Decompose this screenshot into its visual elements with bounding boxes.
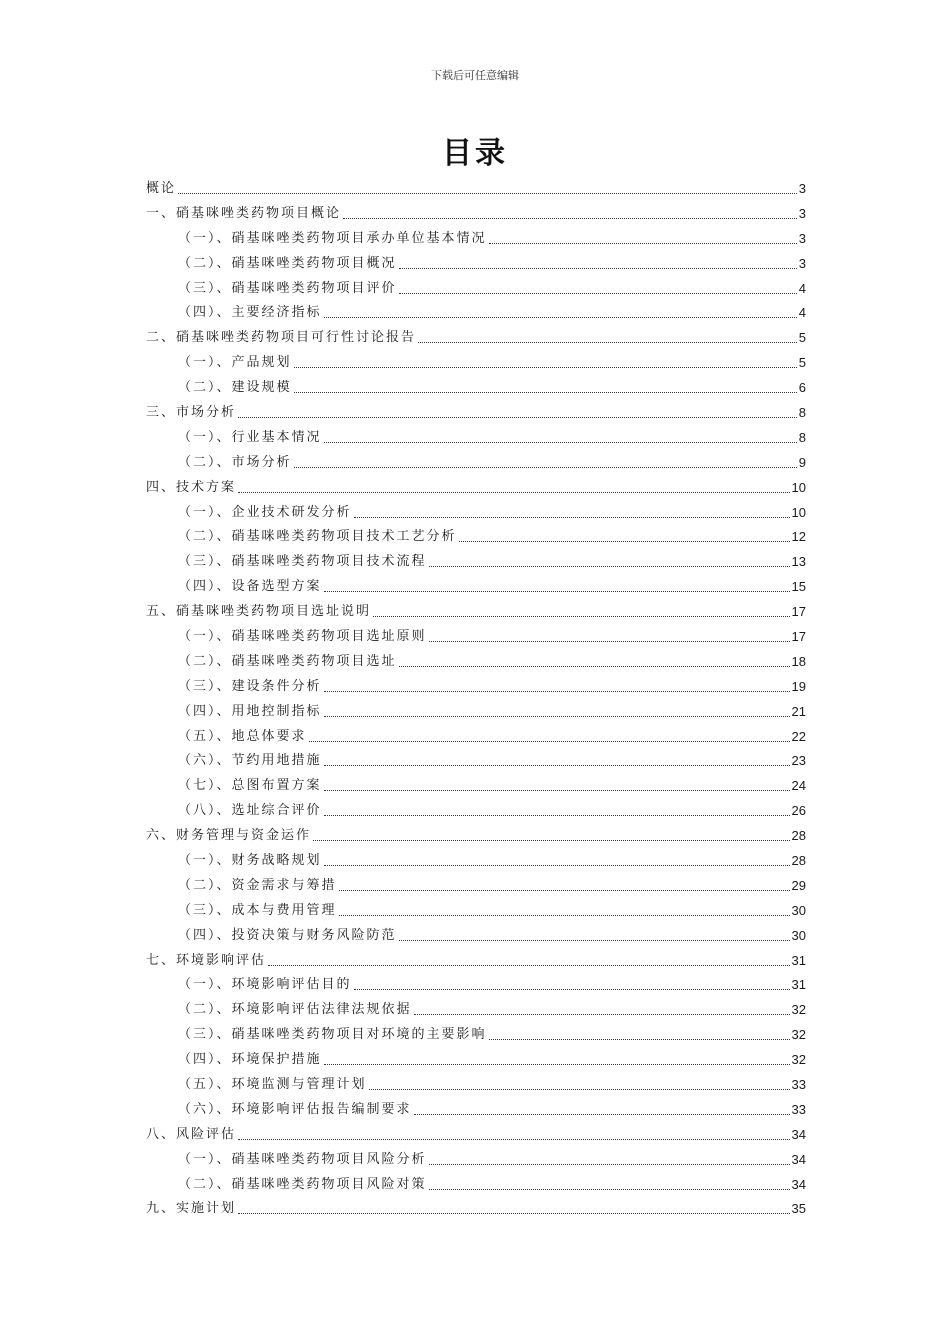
- toc-page-number: 8: [798, 429, 806, 445]
- toc-entry-label: （一）、产品规划: [178, 355, 292, 371]
- toc-page-number: 31: [791, 977, 806, 993]
- toc-dot-leader: [238, 416, 797, 418]
- toc-page-number: 6: [798, 380, 806, 396]
- toc-subentry[interactable]: [146, 624, 806, 649]
- toc-dot-leader: [313, 839, 790, 841]
- toc-entry-label: （七）、总图布置方案: [178, 778, 322, 794]
- toc-dot-leader: [459, 540, 790, 542]
- toc-dot-leader: [354, 988, 790, 990]
- toc-subentry[interactable]: [146, 350, 806, 375]
- toc-entry-label: 四、技术方案: [146, 479, 237, 495]
- toc-entry-label: 七、环境影响评估: [146, 952, 267, 968]
- toc-dot-leader: [339, 914, 790, 916]
- toc-dot-leader: [324, 789, 790, 791]
- toc-entry-label: （四）、环境保护措施: [178, 1052, 322, 1068]
- toc-subentry[interactable]: [146, 674, 806, 699]
- toc-dot-leader: [238, 1212, 790, 1214]
- toc-page-number: 5: [798, 355, 806, 371]
- toc-dot-leader: [294, 391, 797, 393]
- toc-entry-label: 五、硝基咪唑类药物项目选址说明: [146, 604, 372, 620]
- toc-page-number: 31: [791, 952, 806, 968]
- toc-entry-label: （二）、硝基咪唑类药物项目概况: [178, 255, 397, 271]
- toc-entry-label: 一、硝基咪唑类药物项目概论: [146, 205, 342, 221]
- toc-page-number: 3: [798, 230, 806, 246]
- toc-dot-leader: [294, 466, 797, 468]
- toc-page-number: 19: [791, 678, 806, 694]
- toc-page-number: 24: [791, 778, 806, 794]
- toc-entry-label: 八、风险评估: [146, 1126, 237, 1142]
- toc-entry-label: （二）、硝基咪唑类药物项目选址: [178, 653, 397, 669]
- toc-page-number: 29: [791, 877, 806, 893]
- toc-subentry[interactable]: [146, 251, 806, 276]
- page-header: 下载后可任意编辑: [431, 69, 519, 82]
- toc-entry-label: （三）、建设条件分析: [178, 678, 322, 694]
- toc-dot-leader: [429, 1188, 790, 1190]
- toc-dot-leader: [324, 814, 790, 816]
- toc-dot-leader: [489, 242, 797, 244]
- toc-page-number: 3: [798, 255, 806, 271]
- toc-entry-label: （六）、节约用地措施: [178, 753, 322, 769]
- toc-entry-label: （八）、选址综合评价: [178, 803, 322, 819]
- toc-subentry[interactable]: [146, 997, 806, 1022]
- toc-subentry[interactable]: [146, 1047, 806, 1072]
- toc-subentry[interactable]: [146, 276, 806, 301]
- toc-page-number: 10: [791, 479, 806, 495]
- toc-page-number: 18: [791, 653, 806, 669]
- toc-subentry[interactable]: [146, 300, 806, 325]
- toc-entry[interactable]: [146, 475, 806, 500]
- toc-subentry[interactable]: [146, 748, 806, 773]
- toc-dot-leader: [238, 1138, 790, 1140]
- toc-dot-leader: [238, 491, 790, 493]
- toc-subentry[interactable]: [146, 1022, 806, 1047]
- toc-dot-leader: [324, 715, 790, 717]
- toc-subentry[interactable]: [146, 500, 806, 525]
- toc-subentry[interactable]: [146, 848, 806, 873]
- toc-entry-label: 概论: [146, 180, 177, 196]
- toc-subentry[interactable]: [146, 873, 806, 898]
- toc-subentry[interactable]: [146, 724, 806, 749]
- toc-dot-leader: [399, 665, 790, 667]
- toc-page-number: 3: [798, 180, 806, 196]
- toc-entry[interactable]: [146, 823, 806, 848]
- toc-entry[interactable]: [146, 400, 806, 425]
- toc-dot-leader: [324, 316, 797, 318]
- toc-page-number: 4: [798, 280, 806, 296]
- toc-dot-leader: [339, 889, 790, 891]
- toc-entry[interactable]: [146, 948, 806, 973]
- toc-entry-label: （六）、环境影响评估报告编制要求: [178, 1101, 412, 1117]
- toc-dot-leader: [399, 292, 797, 294]
- toc-subentry[interactable]: [146, 898, 806, 923]
- toc-page-number: 17: [791, 628, 806, 644]
- toc-page-number: 30: [791, 902, 806, 918]
- toc-entry-label: （一）、环境影响评估目的: [178, 977, 352, 993]
- page-title: 目录: [442, 136, 508, 171]
- toc-subentry[interactable]: [146, 574, 806, 599]
- toc-subentry[interactable]: [146, 1172, 806, 1197]
- toc-entry-label: （四）、投资决策与财务风险防范: [178, 927, 397, 943]
- toc-subentry[interactable]: [146, 524, 806, 549]
- toc-page-number: 21: [791, 703, 806, 719]
- toc-entry[interactable]: [146, 1122, 806, 1147]
- toc-subentry[interactable]: [146, 798, 806, 823]
- toc-dot-leader: [399, 267, 797, 269]
- toc-entry-label: （二）、市场分析: [178, 454, 292, 470]
- toc-entry-label: 九、实施计划: [146, 1201, 237, 1217]
- toc-page-number: 33: [791, 1101, 806, 1117]
- toc-dot-leader: [414, 1013, 790, 1015]
- toc-dot-leader: [429, 640, 790, 642]
- toc-entry-label: （一）、硝基咪唑类药物项目选址原则: [178, 628, 427, 644]
- toc-page-number: 33: [791, 1077, 806, 1092]
- toc-subentry[interactable]: [146, 226, 806, 251]
- toc-entry-label: （二）、硝基咪唑类药物项目风险对策: [178, 1176, 427, 1192]
- toc-entry-label: （一）、行业基本情况: [178, 429, 322, 445]
- toc-page-number: 8: [798, 404, 806, 420]
- toc-page-number: 28: [791, 852, 806, 868]
- toc-entry-label: （三）、成本与费用管理: [178, 902, 337, 918]
- toc-entry-label: 六、财务管理与资金运作: [146, 828, 312, 844]
- toc-entry[interactable]: [146, 1197, 806, 1222]
- toc-entry-label: （三）、硝基咪唑类药物项目评价: [178, 280, 397, 296]
- toc-entry-label: （一）、企业技术研发分析: [178, 504, 352, 520]
- toc-entry[interactable]: [146, 201, 806, 226]
- toc-entry-label: （三）、硝基咪唑类药物项目技术流程: [178, 554, 427, 570]
- toc-page-number: 32: [791, 1052, 806, 1068]
- toc-dot-leader: [399, 939, 790, 941]
- toc-entry-label: （三）、硝基咪唑类药物项目对环境的主要影响: [178, 1027, 487, 1043]
- toc-dot-leader: [418, 341, 797, 343]
- toc-dot-leader: [294, 366, 797, 368]
- toc-dot-leader: [373, 615, 790, 617]
- toc-dot-leader: [429, 1163, 790, 1165]
- toc-subentry[interactable]: [146, 1147, 806, 1172]
- toc-entry[interactable]: [146, 325, 806, 350]
- toc-page-number: 22: [791, 728, 806, 744]
- toc-page-number: 26: [791, 803, 806, 819]
- toc-entry-label: （一）、硝基咪唑类药物项目承办单位基本情况: [178, 230, 487, 246]
- toc-dot-leader: [343, 217, 797, 219]
- toc-page-number: 34: [791, 1176, 806, 1192]
- toc-page-number: 17: [791, 604, 806, 620]
- toc-entry-label: （二）、环境影响评估法律法规依据: [178, 1002, 412, 1018]
- toc-subentry[interactable]: [146, 773, 806, 798]
- toc-page-number: 9: [798, 454, 806, 470]
- toc-entry[interactable]: [146, 599, 806, 624]
- toc-entry-label: 三、市场分析: [146, 404, 237, 420]
- toc-page-number: 13: [791, 554, 806, 570]
- toc-entry-label: （二）、建设规模: [178, 380, 292, 396]
- toc-entry-label: （五）、地总体要求: [178, 728, 307, 744]
- toc-dot-leader: [178, 192, 797, 194]
- toc-dot-leader: [324, 690, 790, 692]
- toc-subentry[interactable]: [146, 649, 806, 674]
- toc-dot-leader: [414, 1113, 790, 1115]
- toc-page-number: 12: [791, 529, 806, 545]
- toc-dot-leader: [268, 964, 790, 966]
- toc-page-number: 34: [791, 1151, 806, 1167]
- toc-entry-label: （一）、硝基咪唑类药物项目风险分析: [178, 1151, 427, 1167]
- toc-dot-leader: [489, 1038, 790, 1040]
- toc-dot-leader: [324, 590, 790, 592]
- toc-page-number: 23: [791, 753, 806, 769]
- toc-dot-leader: [324, 1063, 790, 1065]
- toc-page-number: 15: [791, 579, 806, 595]
- toc-dot-leader: [429, 565, 790, 567]
- toc-entry-label: （四）、设备选型方案: [178, 579, 322, 595]
- toc-page-number: 28: [791, 828, 806, 844]
- toc-entry-label: （二）、资金需求与筹措: [178, 877, 337, 893]
- toc-subentry[interactable]: [146, 923, 806, 948]
- table-of-contents: [146, 176, 806, 1221]
- toc-page-number: 35: [791, 1201, 806, 1217]
- toc-dot-leader: [369, 1088, 790, 1090]
- toc-subentry[interactable]: [146, 1097, 806, 1122]
- toc-dot-leader: [309, 740, 790, 742]
- toc-page-number: 32: [791, 1002, 806, 1018]
- toc-page-number: 4: [798, 305, 806, 321]
- toc-page-number: 30: [791, 927, 806, 943]
- toc-subentry[interactable]: [146, 699, 806, 724]
- toc-subentry[interactable]: [146, 425, 806, 450]
- toc-entry-label: （五）、环境监测与管理计划: [178, 1077, 367, 1092]
- toc-page-number: 5: [798, 330, 806, 346]
- toc-entry[interactable]: [146, 176, 806, 201]
- toc-dot-leader: [354, 516, 790, 518]
- toc-entry-label: （一）、财务战略规划: [178, 852, 322, 868]
- toc-entry-label: 二、硝基咪唑类药物项目可行性讨论报告: [146, 330, 417, 346]
- toc-subentry[interactable]: [146, 450, 806, 475]
- toc-page-number: 3: [798, 205, 806, 221]
- toc-subentry[interactable]: [146, 549, 806, 574]
- toc-dot-leader: [324, 864, 790, 866]
- toc-entry-label: （二）、硝基咪唑类药物项目技术工艺分析: [178, 529, 457, 545]
- toc-page-number: 32: [791, 1027, 806, 1043]
- toc-entry-label: （四）、用地控制指标: [178, 703, 322, 719]
- toc-subentry[interactable]: [146, 375, 806, 400]
- toc-page-number: 34: [791, 1126, 806, 1142]
- toc-dot-leader: [324, 441, 797, 443]
- toc-subentry[interactable]: [146, 1072, 806, 1097]
- toc-subentry[interactable]: [146, 973, 806, 998]
- toc-page-number: 10: [791, 504, 806, 520]
- toc-dot-leader: [324, 764, 790, 766]
- toc-entry-label: （四）、主要经济指标: [178, 305, 322, 321]
